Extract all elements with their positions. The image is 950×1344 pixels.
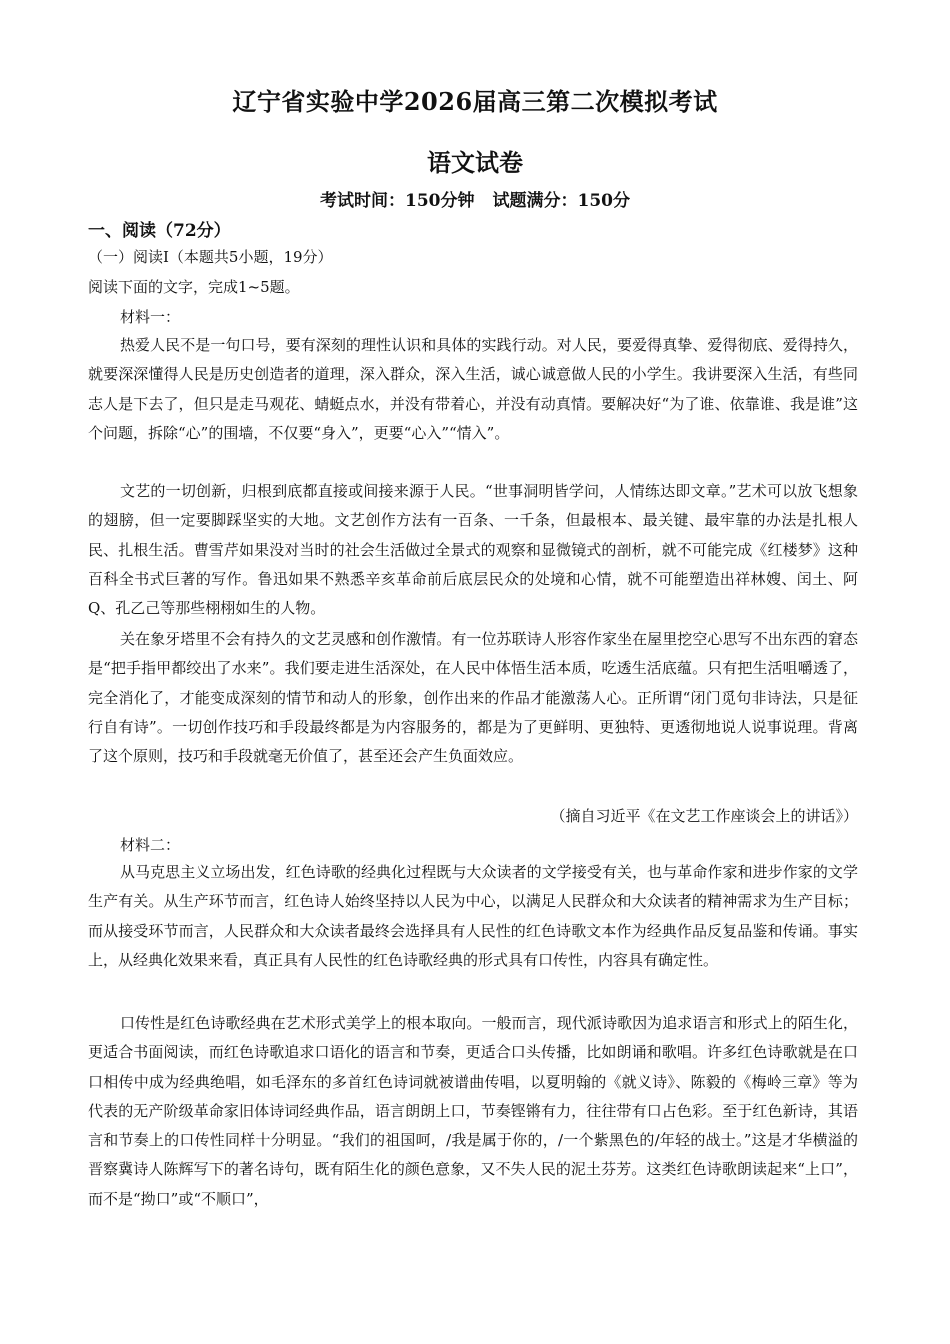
section-heading: 一、阅读（72分） — [88, 221, 231, 241]
material-two-paragraph-2: 口传性是红色诗歌经典在艺术形式美学上的根本取向。一般而言，现代派诗歌因为追求语言和形式上的陌生化，更适合书面阅读，而红色诗歌追求口语化的语言和节奏，更适合口头传播，比如朗诵和歌唱。许多红色诗歌就是在口口相传中成为经典绝唱，如毛泽东的多首红色诗词就被谱曲传唱，以夏明翰的《就义诗》、陈毅的《梅岭三章》等为代表的无产阶级革命家旧体诗词经典作品，语言朗朗上口，节奏铿锵有力，往往带有口占色彩。至于红色新诗，其语言和节奏上的口传性同样十分明显。“我们的祖国呵，/我是属于你的，/一个紫黑色的/年轻的战士。”这是才华横溢的晋察冀诗人陈辉写下的著名诗句，既有陌生化的颜色意象，又不失人民的泥土芬芳。这类红色诗歌朗读起来“上口”，而不是“拗口”或“不顺口”， — [88, 1014, 858, 1208]
exam-subtitle: 语文试卷 — [427, 148, 523, 177]
part-heading: （一）阅读I（本题共5小题，19分） — [88, 248, 333, 266]
exam-time: 考试时间：150分钟 — [320, 191, 475, 211]
material-one-source: （摘自习近平《在文艺工作座谈会上的讲话》） — [550, 807, 858, 825]
material-one-paragraph-2: 文艺的一切创新，归根到底都直接或间接来源于人民。“世事洞明皆学问，人情练达即文章。”艺术可以放飞想象的翅膀，但一定要脚踩坚实的大地。文艺创作方法有一百条、一千条，但最根本、最关键、最牢靠的办法是扎根人民、扎根生活。曹雪芹如果没对当时的社会生活做过全景式的观察和显微镜式的剖析，就不可能完成《红楼梦》这种百科全书式巨著的写作。鲁迅如果不熟悉辛亥革命前后底层民众的处境和心情，就不可能塑造出祥林嫂、闰土、阿Q、孔乙己等那些栩栩如生的人物。 — [88, 482, 858, 618]
material-one-label: 材料一： — [120, 308, 181, 326]
material-two-paragraph-1: 从马克思主义立场出发，红色诗歌的经典化过程既与大众读者的文学接受有关，也与革命作家和进步作家的文学生产有关。从生产环节而言，红色诗人始终坚持以人民为中心，以满足人民群众和大众读者的精神需求为生产目标；而从接受环节而言，人民群众和大众读者最终会选择具有人民性的红色诗歌文本作为经典作品反复品鉴和传诵。事实上，从经典化效果来看，真正具有人民性的红色诗歌经典的形式具有口传性，内容具有确定性。 — [88, 863, 858, 969]
material-one-paragraph-1: 热爱人民不是一句口号，要有深刻的理性认识和具体的实践行动。对人民，要爱得真挚、爱得彻底、爱得持久，就要深深懂得人民是历史创造者的道理，深入群众，深入生活，诚心诚意做人民的小学生。我讲要深入生活，有些同志人是下去了，但只是走马观花、蜻蜓点水，并没有带着心，并没有动真情。要解决好“为了谁、依靠谁、我是谁”这个问题，拆除“心”的围墙，不仅要“身入”，更要“心入”“情入”。 — [88, 336, 858, 442]
instruction: 阅读下面的文字，完成1~5题。 — [88, 278, 300, 296]
exam-info — [0, 186, 950, 211]
material-one-paragraph-3: 关在象牙塔里不会有持久的文艺灵感和创作激情。有一位苏联诗人形容作家坐在屋里挖空心思写不出东西的窘态是“把手指甲都绞出了水来”。我们要走进生活深处，在人民中体悟生活本质，吃透生活底蕴。只有把生活咀嚼透了，完全消化了，才能变成深刻的情节和动人的形象，创作出来的作品才能激荡人心。正所谓“闭门觅句非诗法，只是征行自有诗”。一切创作技巧和手段最终都是为内容服务的，都是为了更鲜明、更独特、更透彻地说人说事说理。背离了这个原则，技巧和手段就毫无价值了，甚至还会产生负面效应。 — [88, 630, 858, 766]
exam-title: 辽宁省实验中学2026届高三第二次模拟考试 — [232, 87, 718, 116]
full-score: 试题满分：150分 — [492, 191, 630, 211]
material-two-label: 材料二： — [120, 836, 181, 854]
